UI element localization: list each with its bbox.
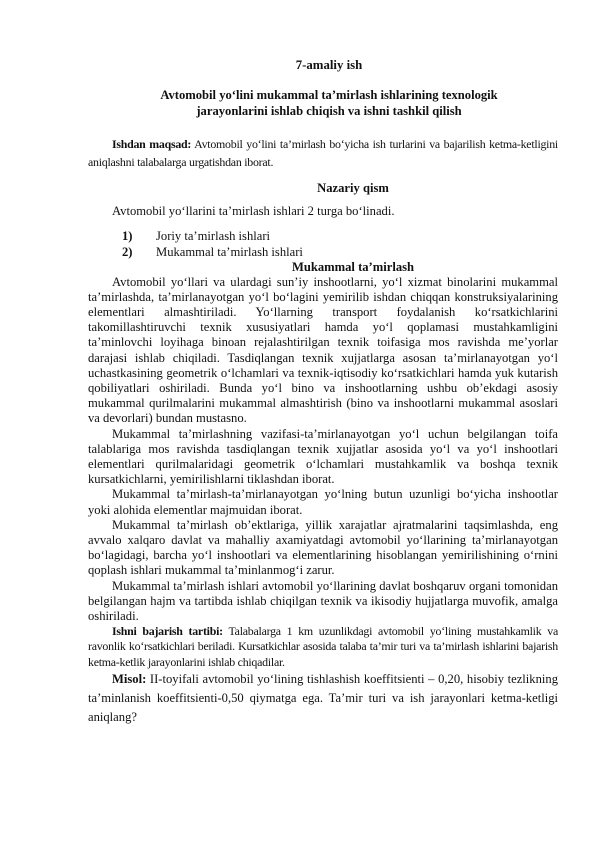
page-title: 7-amaliy ish (295, 58, 363, 72)
list-item-number: 2) (122, 244, 133, 259)
example-paragraph (88, 670, 558, 727)
body-paragraph: Mukammal ta’mirlashning vazifasi-ta’mirlanayotgan yo‘l uchun belgilangan toifa talablariga mos ravishda tasdiqlangan texnik xujjatlar asosida yo‘l va yo‘l inshootlari elementlari qurilmalaridagi geometrik o‘lchamlari mustahkamlik va boshqa texnik kursatkichlarni, yemirilishlarni tiklashdan iborat. (88, 426, 558, 487)
document-subtitle (100, 87, 558, 119)
example-label: Misol: (112, 671, 147, 686)
body-paragraph: Avtomobil yo‘llari va ulardagi sun’iy inshootlarni, yo‘l xizmat binolarini mukammal ta’mirlashda, ta’mirlanayotgan yo‘l bo‘lagini yemirilib ishdan chiqqan konstruksiyalarining elementlari almashtiriladi. Yo‘llarning transport foydalanish ko‘rsatkichlarini takomillashtiruvchi texnik xususiyatlari hamda yo‘l qoplamasi mustahkamligini ta’minlovchi loyihaga binoan rejalashtirilgan texnik toifasiga mos ravishda me’yorlar darajasi ishlab chiqiladi. Tasdiqlangan texnik xujjatlarga asosan ta’mirlanayotgan yo‘l uchastkasining geometrik o‘lchamlari va texnik-iqtisodiy ko‘rsatkichlari hamda yuk kutarish qobiliyatlari oshiriladi. Bunda yo‘l bino va inshootlarning ushbu ob’ekdagi asosiy mukammal qurilmalarini mukammal almashtirish (bino va inshootlarni mukammal asoslari va devorlari) bundan mustasno. (88, 274, 558, 426)
list-item-text: Joriy ta’mirlash ishlari (156, 228, 271, 243)
body-paragraph: Mukammal ta’mirlash ishlari avtomobil yo‘llarining davlat boshqaruv organi tomonidan belgilangan hajm va tartibda ishlab chiqilgan texnik va ikisodiy hujjatlarga muvofik, amalga oshiriladi. (88, 578, 558, 624)
example-text: II-toyifali avtomobil yo‘lining tishlashish koeffitsienti – 0,20, hisobiy tezlikning ta’minlanish koeffitsienti-0,50 qiymatga ega. Ta’mir turi va ish jarayonlari ketma-ketligi aniqlang? (88, 671, 558, 724)
document-page (88, 58, 558, 727)
list-item-text: Mukammal ta’mirlash ishlari (156, 244, 303, 259)
work-order-text: Talabalarga 1 km uzunlikdagi avtomobil yo‘lining mustahkamlik va ravonlik ko‘rsatkichlari beriladi. Kursatkichlar asosida talaba ta’mir turi va ta’mirlash ishlarini bajarish ketma-ketlik jarayonlarini ishlab chiqadilar. (88, 624, 558, 669)
list-item (122, 228, 558, 244)
work-order-paragraph (88, 624, 558, 670)
capital-repair-heading: Mukammal ta’mirlash (291, 259, 415, 274)
list-item-number: 1) (122, 228, 133, 243)
goal-paragraph (88, 135, 558, 171)
work-order-label: Ishni bajarish tartibi: (112, 624, 223, 639)
theory-intro: Avtomobil yo‘llarini ta’mirlash ishlari 2 turga bo‘linadi. (112, 204, 395, 219)
subtitle-line-2: jarayonlarini ishlab chiqish va ishni tashkil qilish (196, 104, 462, 119)
subtitle-line-1: Avtomobil yo‘lini mukammal ta’mirlash ishlarining texnologik (160, 88, 498, 103)
body-paragraph: Mukammal ta’mirlash ob’ektlariga, yillik xarajatlar ajratmalarini taqsimlashda, eng avvalo xalqaro davlat va mahalliy axamiyatdagi avtomobil yo‘llarining ta’mirlanayotgan bo‘lagidagi, barcha yo‘l inshootlari va elementlarining hisoblangan yemirilishining o‘rnini qoplash ishlari mukammal ta’minlanmog‘i zarur. (88, 517, 558, 578)
goal-text: Avtomobil yo‘lini ta’mirlash bo‘yicha ish turlarini va bajarilish ketma-ketligini aniqlashni talabalarga urgatishdan iborat. (88, 137, 558, 170)
theory-heading: Nazariy qism (317, 181, 389, 196)
body-paragraph: Mukammal ta’mirlash-ta’mirlanayotgan yo‘lning butun uzunligi bo‘yicha inshootlar yoki alohida elementlar majmuidan iborat. (88, 487, 558, 517)
list-item (122, 244, 558, 260)
repair-types-list (122, 228, 558, 260)
goal-label: Ishdan maqsad: (112, 137, 192, 152)
